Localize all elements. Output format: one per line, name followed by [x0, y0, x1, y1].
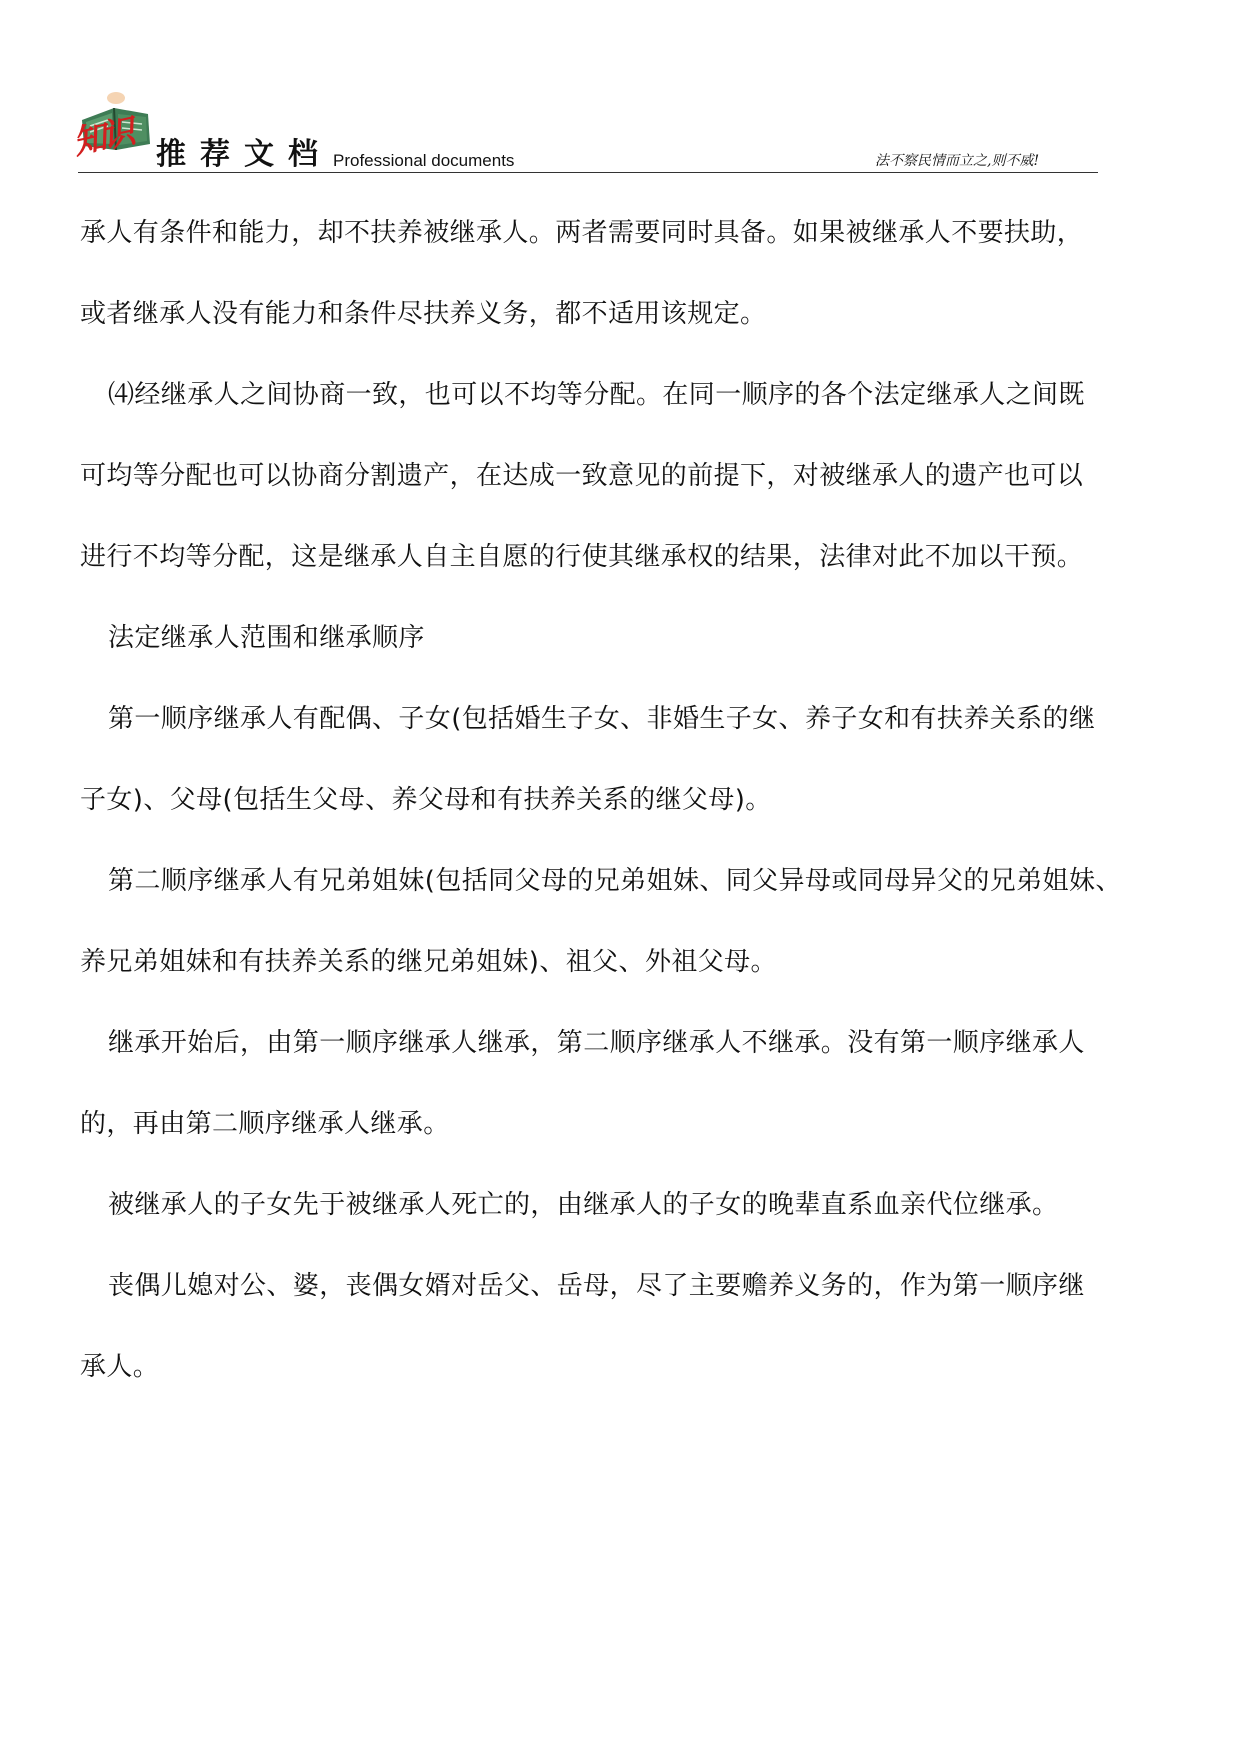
document-header [0, 0, 1241, 180]
header-motto: 法不察民情而立之,则不威! [875, 153, 1040, 169]
paragraph-line: 养兄弟姐妹和有扶养关系的继兄弟姐妹)、祖父、外祖父母。 [80, 947, 777, 977]
paragraph-line: 可均等分配也可以协商分割遗产，在达成一致意见的前提下，对被继承人的遗产也可以 [80, 461, 1084, 491]
paragraph-line: 的，再由第二顺序继承人继承。 [80, 1109, 450, 1139]
paragraph-line: 第一顺序继承人有配偶、子女(包括婚生子女、非婚生子女、养子女和有扶养关系的继 [108, 704, 1096, 734]
paragraph-line: 被继承人的子女先于被继承人死亡的，由继承人的子女的晚辈直系血亲代位继承。 [108, 1190, 1059, 1220]
header-divider [78, 172, 1098, 173]
paragraph [80, 598, 1190, 679]
paragraph [80, 1165, 1190, 1246]
paragraph [80, 355, 1190, 598]
paragraph-line: 或者继承人没有能力和条件尽扶养义务，都不适用该规定。 [80, 299, 767, 329]
paragraph-line: 承人有条件和能力，却不扶养被继承人。两者需要同时具备。如果被继承人不要扶助， [80, 218, 1084, 248]
paragraph-line: 子女)、父母(包括生父母、养父母和有扶养关系的继父母)。 [80, 785, 772, 815]
paragraph [80, 1003, 1190, 1165]
paragraph-line: 承人。 [80, 1352, 160, 1382]
paragraph-line: ⑷经继承人之间协商一致，也可以不均等分配。在同一顺序的各个法定继承人之间既 [108, 380, 1085, 410]
paragraph-line: 继承开始后，由第一顺序继承人继承，第二顺序继承人不继承。没有第一顺序继承人 [108, 1028, 1085, 1058]
paragraph [80, 1246, 1190, 1408]
logo-wordmark: 知识 [69, 111, 135, 162]
paragraph [80, 679, 1190, 841]
header-title: 推荐文档 [156, 137, 332, 172]
paragraph-line: 进行不均等分配，这是继承人自主自愿的行使其继承权的结果，法律对此不加以干预。 [80, 542, 1084, 572]
paragraph-line: 丧偶儿媳对公、婆，丧偶女婿对岳父、岳母，尽了主要赡养义务的，作为第一顺序继 [108, 1271, 1085, 1301]
paragraph-line: 法定继承人范围和继承顺序 [108, 623, 425, 653]
paragraph [80, 841, 1190, 1003]
document-body [80, 193, 1190, 1408]
header-subtitle: Professional documents [333, 151, 515, 170]
paragraph-line: 第二顺序继承人有兄弟姐妹(包括同父母的兄弟姐妹、同父异母或同母异父的兄弟姐妹、 [108, 866, 1122, 896]
paragraph [80, 193, 1190, 355]
